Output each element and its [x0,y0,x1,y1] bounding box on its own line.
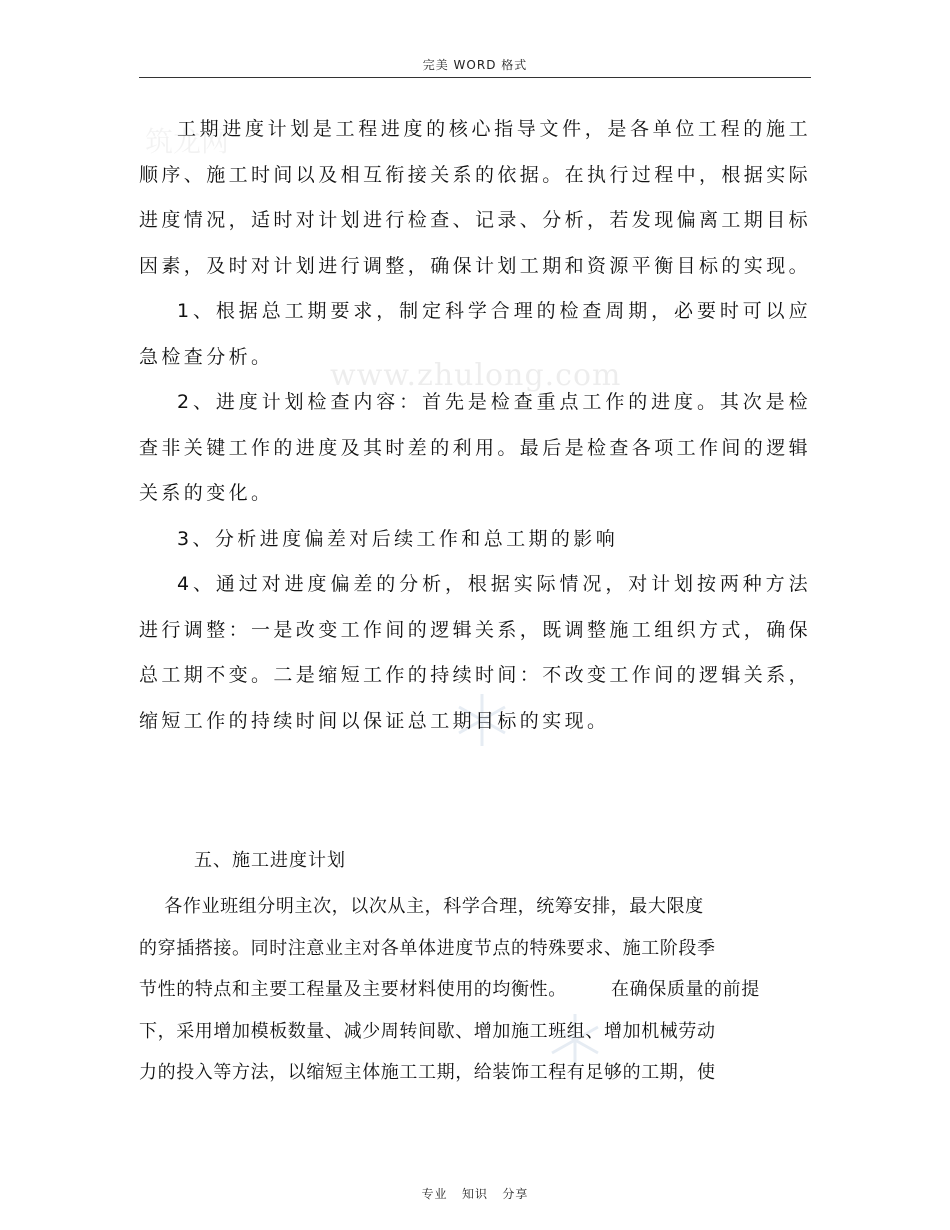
section-line: 下，采用增加模板数量、减少周转间歇、增加施工班组、增加机械劳动 [139,1020,716,1042]
paragraph-item-1: 1、根据总工期要求，制定科学合理的检查周期，必要时可以应急检查分析。 [139,300,811,368]
paragraph-item-3: 3、分析进度偏差对后续工作和总工期的影响 [177,527,619,550]
section-paragraph [139,886,819,1094]
header-divider [139,77,811,78]
watermark-site: www.zhulong.com [330,358,622,393]
watermark-brand: 筑龙网 [145,125,230,158]
page-header: 完美 WORD 格式 [422,58,528,72]
paragraph-item-4: 4、通过对进度偏差的分析，根据实际情况，对计划按两种方法进行调整：一是改变工作间的逻辑关系，既调整施工组织方式，确保总工期不变。二是缩短工作的持续时间：不改变工作间的逻辑关系，缩短工作的持续时间以保证总工期目标的实现。 [139,573,812,732]
section-line: 力的投入等方法，以缩短主体施工工期，给装饰工程有足够的工期，使 [139,1062,716,1083]
section-line: 各作业班组分明主次，以次从主，科学合理，统筹安排，最大限度 [139,896,704,917]
body-paragraphs [139,107,811,744]
page-footer: 专业 知识 分享 [421,1187,529,1201]
section-line: 节性的特点和主要工程量及主要材料使用的均衡性。 在确保质量的前提 [139,979,760,1000]
section-heading: 五、施工进度计划 [194,850,346,871]
paragraph-intro: 工期进度计划是工程进度的核心指导文件，是各单位工程的施工顺序、施工时间以及相互衔接关系的依据。在执行过程中，根据实际进度情况，适时对计划进行检查、记录、分析，若发现偏离工期目标因素，及时对计划进行调整，确保计划工期和资源平衡目标的实现。 [139,118,812,277]
paragraph-item-2: 2、进度计划检查内容：首先是检查重点工作的进度。其次是检查非关键工作的进度及其时差的利用。最后是检查各项工作间的逻辑关系的变化。 [139,391,812,504]
section-line: 的穿插搭接。同时注意业主对各单体进度节点的特殊要求、施工阶段季 [139,937,716,959]
